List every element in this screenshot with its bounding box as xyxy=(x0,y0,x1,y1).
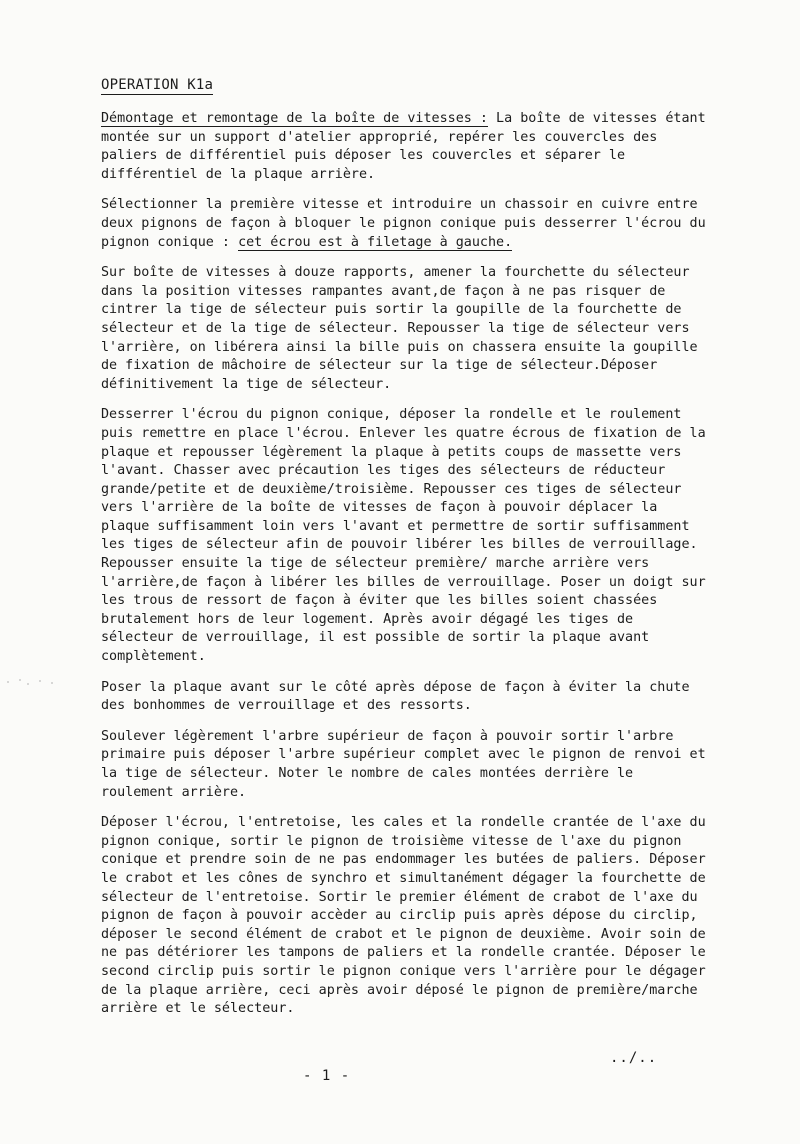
continuation-mark: ../.. xyxy=(610,1050,658,1066)
page-number: - 1 - xyxy=(303,1068,351,1084)
document-body xyxy=(101,110,711,1031)
paragraph-text: Sélectionner la première vitesse et introduire un chassoir en cuivre entre deux pignons de façon à bloquer le pignon conique puis desserrer l'écrou du pignon conique : xyxy=(101,197,706,250)
paragraph-5 xyxy=(101,679,711,716)
paragraph-2 xyxy=(101,196,711,252)
paragraph-7 xyxy=(101,814,711,1019)
paragraph-text: Desserrer l'écrou du pignon conique, déposer la rondelle et le roulement puis remettre en place l'écrou. Enlever les quatre écrous de fixation de la plaque et repousser légèrement la plaque à petits coups de massette vers l'avant. Chasser avec précaution les tiges des sélecteurs de réducteur grande/petite et de deuxième/troisième. Repousser ces tiges de sélecteur vers l'arrière de la boîte de vitesses de façon à pouvoir déplacer la plaque suffisamment loin vers l'avant et permettre de sortir suffisamment les tiges de sélecteur afin de pouvoir libérer les billes de verrouillage. Repousser ensuite la tige de sélecteur première/ marche arrière vers l'arrière,de façon à libérer les billes de verrouillage. Poser un doigt sur les trous de ressort de façon à éviter que les billes soient chassées brutalement hors de leur logement. Après avoir dégagé les tiges de sélecteur de verrouillage, il est possible de sortir la plaque avant complètement. xyxy=(101,407,706,665)
margin-speckle xyxy=(0,672,70,692)
operation-title xyxy=(101,77,213,93)
operation-title-text: OPERATION K1a xyxy=(101,77,214,93)
paragraph-3 xyxy=(101,264,711,394)
paragraph-6 xyxy=(101,728,711,802)
paragraph-4 xyxy=(101,406,711,666)
paragraph-text: Poser la plaque avant sur le côté après dépose de façon à éviter la chute des bonhommes de verrouillage et des ressorts. xyxy=(101,679,690,714)
paragraph-text: La boîte de vitesses étant montée sur un support d'atelier approprié, repérer les couvercles des paliers de différentiel puis déposer les couvercles et séparer le différentiel de la plaque arrière. xyxy=(101,111,706,182)
section-heading: Démontage et remontage de la boîte de vitesses : xyxy=(101,111,488,126)
underlined-warning: cet écrou est à filetage à gauche. xyxy=(238,234,513,250)
paragraph-text: Sur boîte de vitesses à douze rapports, amener la fourchette du sélecteur dans la position vitesses rampantes avant,de façon à ne pas risquer de cintrer la tige de sélecteur puis sortir la goupille de la fourchette de sélecteur et de la tige de sélecteur. Repousser la tige de sélecteur vers l'arrière, on libérera ainsi la bille puis on chassera ensuite la goupille de fixation de mâchoire de sélecteur sur la tige de sélecteur.Déposer définitivement la tige de sélecteur. xyxy=(101,265,698,392)
paragraph-1 xyxy=(101,110,711,184)
paragraph-text: Déposer l'écrou, l'entretoise, les cales et la rondelle crantée de l'axe du pignon conique, sortir le pignon de troisième vitesse de l'axe du pignon conique et prendre soin de ne pas endommager les butées de paliers. Déposer le crabot et les cônes de synchro et simultanément dégager la fourchette de sélecteur de l'entretoise. Sortir le premier élément de crabot de l'axe du pignon de façon à pouvoir accèder au circlip puis après dépose du circlip, déposer le second élément de crabot et le pignon de deuxième. Avoir soin de ne pas détériorer les tampons de paliers et la rondelle crantée. Déposer le second circlip puis sortir le pignon conique vers l'arrière pour le dégager de la plaque arrière, ceci après avoir déposé le pignon de première/marche arrière et le sélecteur. xyxy=(101,815,706,1017)
paragraph-text: Soulever légèrement l'arbre supérieur de façon à pouvoir sortir l'arbre primaire puis déposer l'arbre supérieur complet avec le pignon de renvoi et la tige de sélecteur. Noter le nombre de cales montées derrière le roulement arrière. xyxy=(101,728,706,800)
